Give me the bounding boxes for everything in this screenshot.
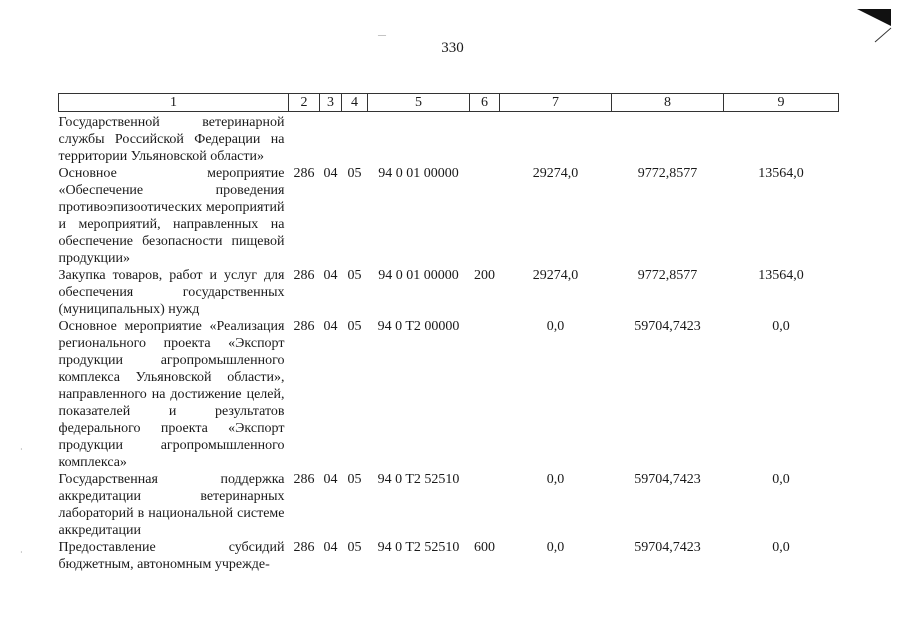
- cell-target-article: 94 0 01 00000: [378, 268, 459, 283]
- cell-expense-type: [470, 112, 500, 166]
- header-col-8: 8: [612, 94, 724, 112]
- table-row: [59, 165, 839, 267]
- cell-target-article: 94 0 01 00000: [378, 166, 459, 181]
- header-col-1: 1: [59, 94, 289, 112]
- scan-speck: ·: [20, 445, 23, 454]
- header-row: [59, 94, 839, 112]
- row-name: [59, 539, 289, 573]
- row-name: [59, 112, 289, 166]
- table-row: [59, 539, 839, 573]
- header-col-9: 9: [724, 94, 839, 112]
- row-name-text: Государственная поддержка аккредитации ветеринарных лабораторий в национальной системе аккредитации: [58, 472, 285, 538]
- cell-section: 04: [323, 540, 338, 555]
- cell-expense-type: [470, 471, 500, 539]
- cell-amount-2: [612, 112, 724, 166]
- cell-subsection: 05: [347, 540, 362, 555]
- cell-amount-2: 59704,7423: [634, 319, 701, 334]
- cell-expense-type: [470, 165, 500, 267]
- corner-arrow-mark: [855, 6, 895, 46]
- row-name: [59, 318, 289, 471]
- cell-admin-code: 286: [293, 166, 315, 181]
- cell-amount-1: 0,0: [546, 540, 565, 555]
- scan-speck: ·: [20, 548, 23, 557]
- table-row: [59, 318, 839, 471]
- cell-section: 04: [323, 268, 338, 283]
- table-row: [59, 112, 839, 166]
- cell-target-article: 94 0 T2 52510: [377, 540, 460, 555]
- cell-subsection: 05: [347, 268, 362, 283]
- table-row: [59, 471, 839, 539]
- cell-subsection: 05: [347, 472, 362, 487]
- cell-target-article: 94 0 T2 52510: [377, 472, 460, 487]
- cell-amount-3: 0,0: [772, 540, 790, 555]
- cell-admin-code: 286: [293, 319, 315, 334]
- cell-target-article: [368, 112, 470, 166]
- cell-admin-code: [289, 112, 320, 166]
- cell-amount-2: 9772,8577: [637, 268, 698, 283]
- cell-expense-type: 600: [474, 540, 495, 555]
- cell-amount-2: 9772,8577: [637, 166, 698, 181]
- cell-amount-3: 0,0: [772, 319, 790, 334]
- cell-amount-1: 0,0: [546, 319, 565, 334]
- row-name-text: Основное мероприятие «Обеспечение проведения противоэпизоотических мероприятий и мероприятий, направленных на обеспечение безопасности пищевой продукции»: [58, 166, 285, 266]
- row-name-text: Государственной ветеринарной службы Российской Федерации на территории Ульяновской области»: [58, 115, 285, 164]
- cell-amount-2: 59704,7423: [634, 472, 701, 487]
- cell-admin-code: 286: [293, 472, 315, 487]
- header-col-7: 7: [500, 94, 612, 112]
- cell-amount-3: 0,0: [772, 472, 790, 487]
- cell-amount-3: 13564,0: [758, 268, 804, 283]
- scan-speck: —: [378, 30, 386, 39]
- header-col-4: 4: [342, 94, 368, 112]
- cell-subsection: 05: [347, 166, 362, 181]
- row-name: [59, 471, 289, 539]
- cell-section: 04: [323, 319, 338, 334]
- cell-admin-code: 286: [293, 268, 315, 283]
- cell-section: [320, 112, 342, 166]
- cell-subsection: 05: [347, 319, 362, 334]
- header-col-6: 6: [470, 94, 500, 112]
- header-col-2: 2: [289, 94, 320, 112]
- row-name-text: Предоставление субсидий бюджетным, автономным учрежде-: [58, 540, 285, 572]
- row-name: [59, 267, 289, 318]
- header-col-3: 3: [320, 94, 342, 112]
- cell-amount-2: 59704,7423: [634, 540, 701, 555]
- cell-amount-1: [500, 112, 612, 166]
- cell-admin-code: 286: [293, 540, 315, 555]
- cell-amount-1: 29274,0: [532, 268, 579, 283]
- cell-expense-type: 200: [474, 268, 495, 283]
- row-name-text: Основное мероприятие «Реализация регионального проекта «Экспорт продукции агропромышленного комплекса Ульяновской области», направленного на достижение целей, показателей и результатов федерального проекта «Экспорт продукции агропромышленного комплекса»: [58, 319, 285, 470]
- cell-amount-3: 13564,0: [758, 166, 804, 181]
- cell-subsection: [342, 112, 368, 166]
- row-name-text: Закупка товаров, работ и услуг для обеспечения государственных (муниципальных) нужд: [58, 268, 285, 317]
- header-col-5: 5: [368, 94, 470, 112]
- cell-amount-1: 29274,0: [532, 166, 579, 181]
- cell-target-article: 94 0 T2 00000: [377, 319, 460, 334]
- cell-expense-type: [470, 318, 500, 471]
- budget-table: [58, 93, 839, 573]
- cell-section: 04: [323, 472, 338, 487]
- cell-section: 04: [323, 166, 338, 181]
- cell-amount-1: 0,0: [546, 472, 565, 487]
- page-number: 330: [441, 40, 464, 56]
- row-name: [59, 165, 289, 267]
- cell-amount-3: [724, 112, 839, 166]
- table-row: [59, 267, 839, 318]
